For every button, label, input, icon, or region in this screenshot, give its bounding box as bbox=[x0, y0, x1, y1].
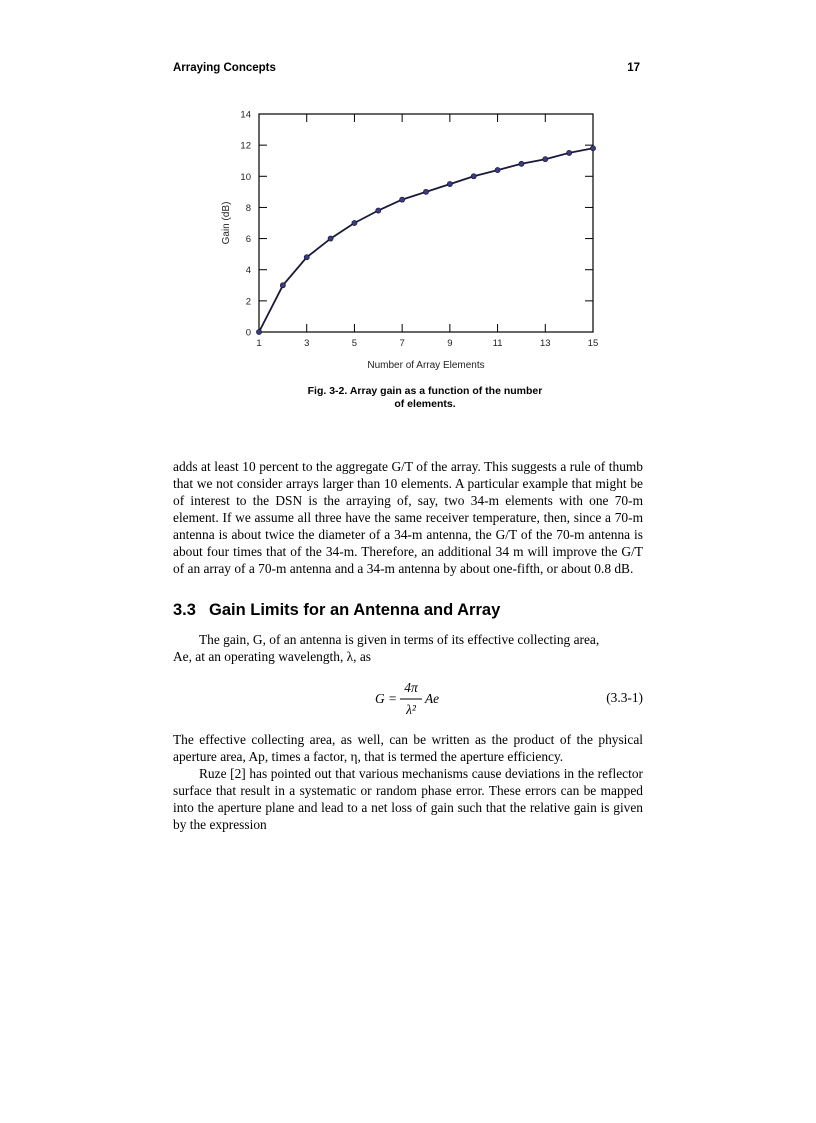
tick-labels bbox=[240, 110, 598, 350]
x-tick-label: 15 bbox=[587, 338, 599, 349]
caption-line-1: Fig. 3-2. Array gain as a function of the number bbox=[307, 385, 543, 397]
y-tick-label: 0 bbox=[245, 327, 251, 339]
equation-math bbox=[373, 678, 463, 722]
axis-ticks bbox=[259, 114, 593, 332]
x-axis-label: Number of Array Elements bbox=[367, 360, 485, 371]
section-title: Gain Limits for an Antenna and Array bbox=[209, 601, 501, 619]
y-axis-label: Gain (dB) bbox=[221, 201, 232, 245]
data-point bbox=[280, 283, 285, 288]
x-tick-label: 1 bbox=[256, 338, 262, 349]
x-tick-label: 7 bbox=[399, 338, 405, 349]
data-point bbox=[471, 174, 476, 179]
x-tick-label: 11 bbox=[492, 338, 503, 349]
equation-numerator: 4π bbox=[404, 680, 418, 695]
data-point bbox=[543, 157, 548, 162]
equation-denominator: λ² bbox=[406, 702, 416, 717]
y-tick-label: 8 bbox=[245, 202, 251, 214]
chart-svg bbox=[215, 108, 605, 378]
array-gain-chart bbox=[215, 108, 605, 378]
header-title: Arraying Concepts bbox=[173, 62, 276, 74]
y-tick-label: 2 bbox=[245, 296, 251, 308]
data-point bbox=[400, 197, 405, 202]
section-number: 3.3 bbox=[173, 601, 196, 619]
paragraph-2-text: The gain, G, of an antenna is given in terms of its effective collecting area, Ae, at an operating wavelength, λ, as bbox=[173, 632, 600, 664]
x-tick-label: 13 bbox=[539, 338, 551, 349]
data-point bbox=[567, 150, 572, 155]
data-point bbox=[519, 161, 524, 166]
plot-frame bbox=[259, 114, 593, 332]
paragraph-1 bbox=[173, 458, 643, 577]
data-point bbox=[304, 255, 309, 260]
x-tick-label: 3 bbox=[304, 338, 310, 349]
running-header bbox=[173, 62, 640, 78]
data-point bbox=[590, 146, 595, 151]
series-markers bbox=[256, 146, 595, 335]
data-point bbox=[423, 189, 428, 194]
figure-caption bbox=[260, 385, 590, 411]
equation-3-3-1 bbox=[173, 678, 643, 722]
paragraph-2 bbox=[173, 631, 643, 665]
data-point bbox=[352, 220, 357, 225]
y-tick-label: 14 bbox=[240, 109, 251, 121]
y-tick-label: 10 bbox=[240, 171, 251, 183]
page-number: 17 bbox=[627, 62, 640, 74]
data-point bbox=[447, 181, 452, 186]
paragraph-4-text: Ruze [2] has pointed out that various mechanisms cause deviations in the reflector surface that result in a systematic or random phase error. These errors can be mapped into the aperture plane and lead to a net loss of gain such that the relative gain is given by the expression bbox=[173, 766, 643, 832]
x-tick-label: 9 bbox=[447, 338, 453, 349]
y-tick-label: 12 bbox=[240, 140, 251, 152]
data-point bbox=[495, 167, 500, 172]
data-point bbox=[256, 329, 261, 334]
section-heading bbox=[173, 601, 643, 620]
y-tick-label: 4 bbox=[245, 265, 251, 277]
y-tick-label: 6 bbox=[245, 234, 251, 246]
paragraph-1-text: adds at least 10 percent to the aggregate G/T of the array. This suggests a rule of thumb that we not consider arrays larger than 10 elements. A particular example that might be of interest to the DSN is the arraying of, say, two 34-m elements with one 70-m element. If we assume all three have the same receiver temperature, then, since a 70-m antenna is about twice the diameter of a 34-m antenna, the G/T of the 70-m antenna is about four times that of the 34-m. Therefore, an additional 34 m will improve the G/T of an array of a 70-m antenna and a 34-m antenna by about one-fifth, or about 0.8 dB. bbox=[173, 459, 643, 576]
data-point bbox=[328, 236, 333, 241]
data-point bbox=[376, 208, 381, 213]
equation-number: (3.3-1) bbox=[606, 690, 643, 705]
paragraphs-3-4 bbox=[173, 731, 643, 833]
equation-rhs: Ae bbox=[425, 691, 440, 706]
equation-lhs: G = bbox=[375, 691, 398, 706]
x-tick-label: 5 bbox=[351, 338, 358, 349]
paragraph-3-text: The effective collecting area, as well, can be written as the product of the physical aperture area, Ap, times a factor, η, that is termed the aperture efficiency. bbox=[173, 732, 643, 764]
series-line bbox=[259, 148, 593, 332]
caption-line-2: of elements. bbox=[394, 398, 456, 410]
